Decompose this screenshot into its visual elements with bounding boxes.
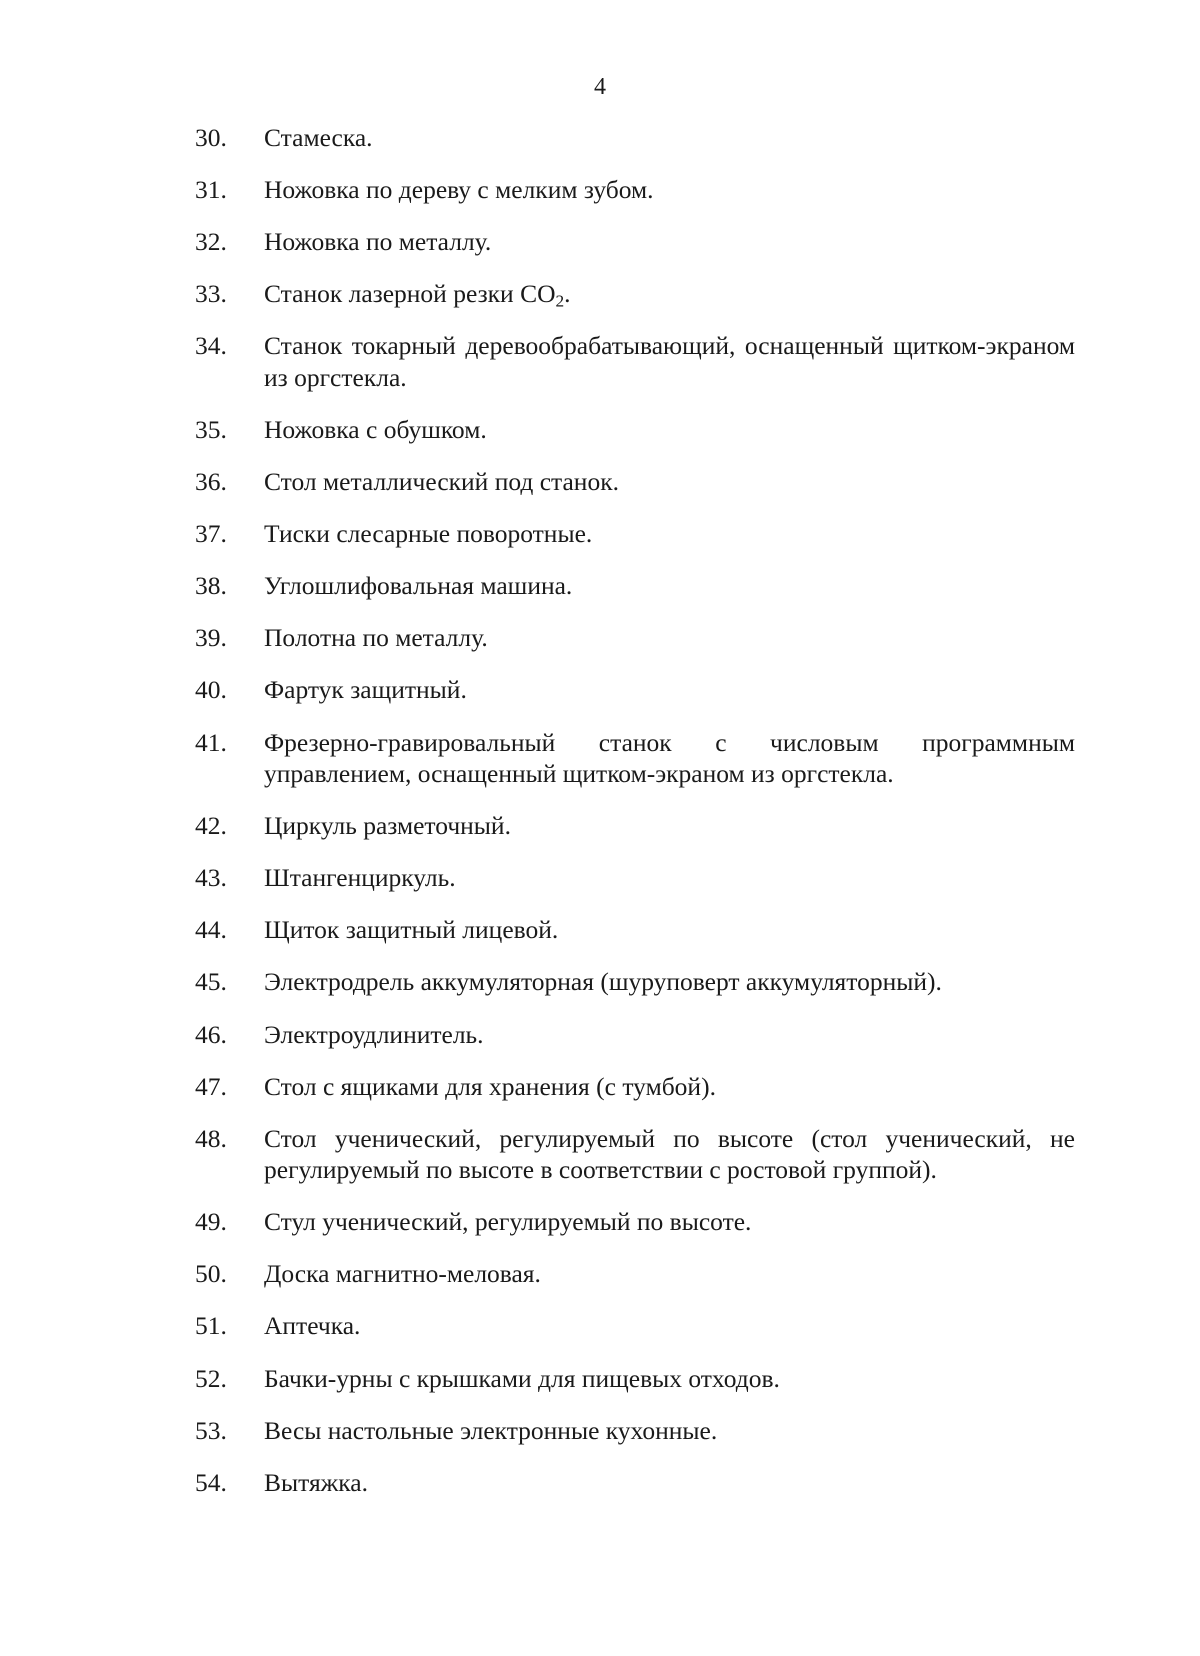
item-number: 35. [195, 414, 227, 444]
item-number: 43. [195, 863, 227, 893]
item-text: Ножовка с обушком. [264, 414, 487, 444]
item-text: Стол с ящиками для хранения (с тумбой). [264, 1071, 716, 1101]
item-number: 37. [195, 519, 227, 549]
item-number: 30. [195, 123, 227, 152]
item-number: 36. [195, 467, 227, 497]
list-item [195, 1467, 1075, 1499]
item-text: Стол металлический под станок. [264, 467, 619, 497]
item-text: Полотна по металлу. [264, 623, 488, 653]
list-item [195, 122, 1075, 154]
item-text: Ножовка по металлу. [264, 227, 492, 257]
item-number: 54. [195, 1467, 227, 1497]
item-text: Электроудлинитель. [264, 1019, 484, 1049]
item-number: 48. [195, 1123, 227, 1153]
item-text: Бачки-урны с крышками для пищевых отходов. [264, 1363, 780, 1393]
list-item [195, 1310, 1075, 1342]
list-item [195, 330, 1075, 393]
list-item [195, 674, 1075, 706]
item-text: Тиски слесарные поворотные. [264, 519, 593, 549]
item-text [264, 278, 1075, 310]
list-item [195, 914, 1075, 946]
list-item [195, 278, 1075, 310]
list-item [195, 1019, 1075, 1051]
list-item [195, 622, 1075, 654]
list-item [195, 727, 1075, 790]
item-number: 34. [195, 331, 227, 361]
list-item [195, 1415, 1075, 1447]
item-text: Углошлифовальная машина. [264, 571, 573, 601]
item-text-suffix: . [564, 279, 571, 309]
item-number: 41. [195, 727, 227, 757]
list-item [195, 1071, 1075, 1103]
item-text: Штангенциркуль. [264, 863, 456, 893]
item-number: 44. [195, 915, 227, 945]
item-number: 51. [195, 1311, 227, 1341]
item-number: 31. [195, 175, 227, 205]
item-number: 53. [195, 1415, 227, 1445]
item-number: 33. [195, 279, 227, 309]
item-text: Аптечка. [264, 1311, 361, 1341]
list-item [195, 1363, 1075, 1395]
item-text: Стул ученический, регулируемый по высоте. [264, 1207, 752, 1237]
item-text: Весы настольные электронные кухонные. [264, 1415, 718, 1445]
item-text: Фартук защитный. [264, 675, 467, 705]
item-text: Доска магнитно-меловая. [264, 1259, 541, 1289]
item-text: Циркуль разметочный. [264, 811, 511, 841]
page-number: 4 [594, 74, 606, 100]
item-number: 50. [195, 1259, 227, 1289]
equipment-list [195, 122, 1075, 1519]
item-number: 42. [195, 811, 227, 841]
list-item [195, 226, 1075, 258]
list-item [195, 414, 1075, 446]
list-item [195, 570, 1075, 602]
item-number: 47. [195, 1071, 227, 1101]
item-number: 39. [195, 623, 227, 653]
item-text: Электродрель аккумуляторная (шуруповерт аккумуляторный). [264, 967, 942, 997]
list-item [195, 862, 1075, 894]
item-number: 46. [195, 1019, 227, 1049]
item-number: 52. [195, 1363, 227, 1393]
item-text: Стол ученический, регулируемый по высоте (стол ученический, не регулируемый по высоте в соответствии с ростовой группой). [264, 1123, 1075, 1185]
list-item [195, 810, 1075, 842]
item-number: 40. [195, 675, 227, 705]
list-item [195, 518, 1075, 550]
item-text: Фрезерно-гравировальный станок с числовым программным управлением, оснащенный щитком-экраном из оргстекла. [264, 727, 1075, 789]
list-item [195, 466, 1075, 498]
list-item [195, 174, 1075, 206]
item-text: Ножовка по дереву с мелким зубом. [264, 175, 654, 205]
item-text: Щиток защитный лицевой. [264, 915, 559, 945]
list-item [195, 1258, 1075, 1290]
item-text: Станок токарный деревообрабатывающий, оснащенный щитком-экраном из оргстекла. [264, 331, 1075, 392]
item-number: 45. [195, 967, 227, 997]
list-item [195, 966, 1075, 998]
item-text-subscript: 2 [555, 291, 565, 311]
item-number: 32. [195, 227, 227, 257]
list-item [195, 1206, 1075, 1238]
item-text: Вытяжка. [264, 1467, 368, 1497]
item-text-main: Станок лазерной резки CO [264, 279, 556, 309]
list-item [195, 1123, 1075, 1186]
item-number: 38. [195, 571, 227, 601]
item-text: Стамеска. [264, 123, 373, 152]
item-number: 49. [195, 1207, 227, 1237]
